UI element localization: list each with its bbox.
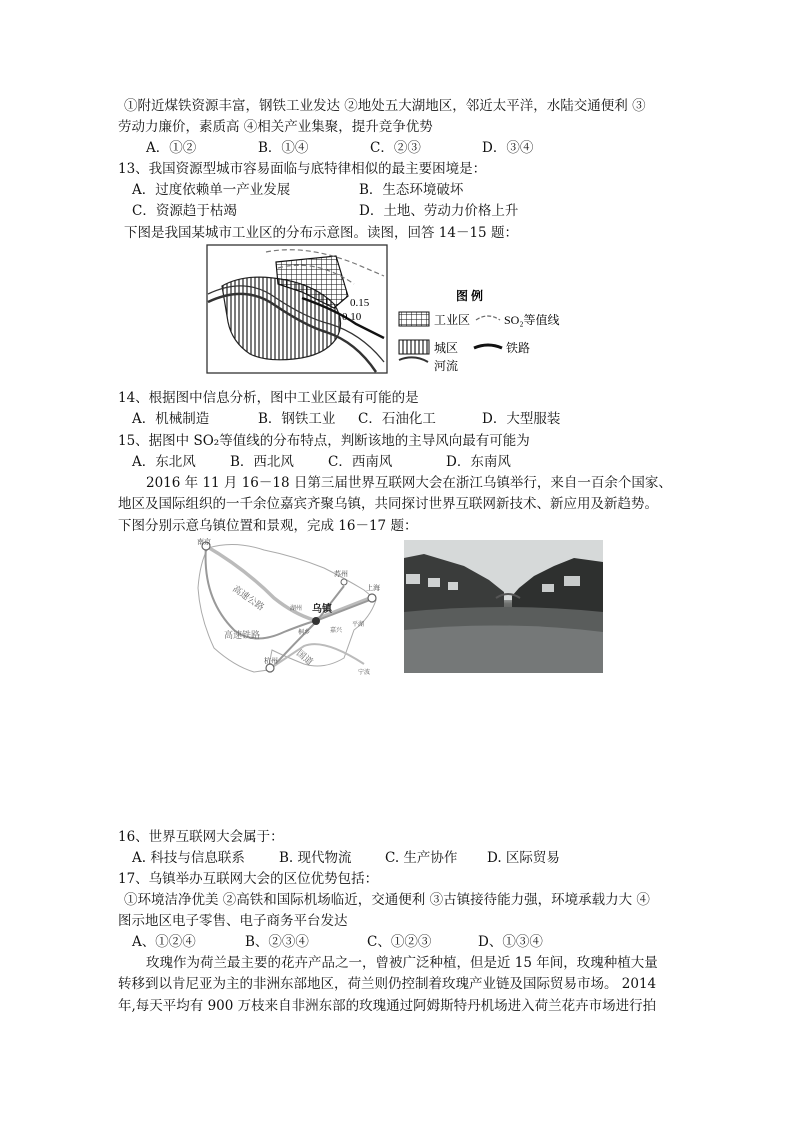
isoline-label-015: 0.15 (350, 297, 370, 309)
legend-industrial-swatch (399, 312, 429, 326)
q15-option-c: C．西南风 (328, 454, 393, 470)
passage2-line1: 玫瑰作为荷兰最主要的花卉产品之一，曾被广泛种植，但是近 15 年间，玫瑰种植大量 (146, 955, 658, 971)
q17-options (132, 933, 543, 951)
passage2-line3: 年,每天平均有 900 万枝来自非洲东部的玫瑰通过阿姆斯特丹机场进入荷兰花卉市场进行拍 (118, 998, 657, 1014)
coastal-route (274, 644, 364, 666)
q14-options (132, 410, 560, 428)
wuzhen-location-map (194, 538, 390, 678)
q13-options-row2 (132, 202, 518, 220)
q13-question: 13、我国资源型城市容易面临与底特律相似的最主要困境是： (118, 161, 487, 177)
label-hangzhou: 杭州 (264, 658, 278, 665)
q14-question: 14、根据图中信息分析，图中工业区最有可能的是 (118, 390, 419, 406)
q14-option-c: C．石油化工 (358, 411, 436, 427)
q12-option-a: A．①② (146, 140, 197, 156)
q16-option-b: B. 现代物流 (279, 850, 352, 866)
legend-so2-swatch (476, 316, 500, 320)
q15-option-a: A．东北风 (132, 454, 196, 470)
legend-title: 图 例 (456, 289, 484, 303)
q17-option-b: B、②③④ (245, 934, 309, 950)
q12-statement-line1: ①附近煤铁资源丰富，钢铁工业发达 ②地处五大湖地区，邻近太平洋，水陆交通便利 ③ (124, 98, 646, 114)
q13-options-row1 (132, 181, 463, 199)
label-tongxiang: 桐乡 (298, 630, 311, 636)
passage1-line2: 地区及国际组织的一千余位嘉宾齐聚乌镇，共同探讨世界互联网新技术、新应用及新趋势。 (118, 496, 658, 512)
q17-option-c: C、①②③ (367, 934, 432, 950)
map-intro: 下图是我国某城市工业区的分布示意图。读图，回答 14－15 题： (124, 225, 518, 241)
isoline-label-010: 0.10 (342, 311, 362, 323)
q17-statement-line2: 图示地区电子零售、电子商务平台发达 (118, 913, 348, 929)
q17-option-d: D、①③④ (478, 934, 543, 950)
label-pinghu: 平湖 (352, 622, 365, 628)
hangzhou-marker (266, 664, 274, 672)
label-huzhou: 湖州 (290, 606, 303, 612)
q12-option-b: B．①④ (258, 140, 309, 156)
legend-urban-swatch (399, 340, 429, 354)
passage2-line2: 转移到以肯尼亚为主的非洲东部地区，荷兰则仍控制着玫瑰产业链及国际贸易市场。 2014 (118, 976, 657, 992)
wuzhen-marker (312, 617, 320, 625)
industrial-zone-map (206, 244, 606, 378)
label-wuzhen: 乌镇 (312, 604, 332, 615)
passage1-line3: 下图分别示意乌镇位置和景观，完成 16－17 题： (118, 518, 418, 534)
label-hsr: 高速铁路 (224, 630, 261, 640)
label-shanghai: 上海 (366, 585, 380, 592)
q12-options (146, 139, 533, 157)
label-highway: 高速公路 (230, 583, 267, 613)
label-suzhou: 苏州 (334, 571, 348, 578)
q15-option-d: D．东南风 (446, 454, 511, 470)
q14-option-b: B．钢铁工业 (258, 411, 336, 427)
q15-options (132, 453, 511, 471)
q16-options (132, 849, 560, 867)
legend-river-label: 河流 (434, 359, 459, 373)
wuzhen-landscape-photo (404, 540, 603, 673)
q17-option-a: A、①②④ (132, 934, 196, 950)
legend-railway-swatch (474, 345, 502, 348)
photo-water-reflection (404, 625, 603, 673)
q15-option-b: B．西北风 (230, 454, 294, 470)
label-jiaxing: 嘉兴 (330, 628, 343, 634)
legend-so2-label: SO₂等值线 (504, 313, 560, 327)
q12-option-d: D．③④ (482, 140, 534, 156)
legend-urban-label: 城区 (434, 341, 459, 355)
q16-option-c: C. 生产协作 (385, 850, 458, 866)
q13-option-c: C．资源趋于枯竭 (132, 203, 237, 219)
suzhou-marker (341, 579, 347, 585)
q16-option-a: A. 科技与信息联系 (132, 850, 245, 866)
q16-option-d: D. 区际贸易 (487, 850, 560, 866)
label-national-road: 国道 (294, 647, 315, 668)
q13-option-d: D．土地、劳动力价格上升 (359, 203, 519, 219)
label-ningbo: 宁波 (358, 670, 371, 676)
legend-river-swatch (399, 357, 428, 362)
q12-statement-line2: 劳动力廉价，素质高 ④相关产业集聚，提升竞争优势 (118, 119, 433, 135)
q12-option-c: C．②③ (370, 140, 421, 156)
legend-industrial-label: 工业区 (434, 313, 471, 327)
wuzhen-landscape-drawing (404, 540, 603, 673)
q16-question: 16、世界互联网大会属于： (118, 829, 284, 845)
shanghai-marker (368, 594, 376, 602)
q14-option-a: A．机械制造 (132, 411, 210, 427)
legend-railway-label: 铁路 (506, 341, 531, 355)
q14-option-d: D．大型服装 (482, 411, 561, 427)
passage1-line1: 2016 年 11 月 16－18 日第三届世界互联网大会在浙江乌镇举行，来自一百余个国家、 (146, 475, 672, 491)
q15-question: 15、据图中 SO₂等值线的分布特点，判断该地的主导风向最有可能为 (118, 433, 530, 449)
label-nanjing: 南京 (197, 539, 211, 546)
q13-option-a: A．过度依赖单一产业发展 (132, 182, 291, 198)
q13-option-b: B．生态环境破坏 (359, 182, 464, 198)
q17-statement-line1: ①环境洁净优美 ②高铁和国际机场临近，交通便利 ③古镇接待能力强，环境承载力大 ④ (124, 892, 650, 908)
q17-question: 17、乌镇举办互联网大会的区位优势包括： (118, 871, 379, 887)
